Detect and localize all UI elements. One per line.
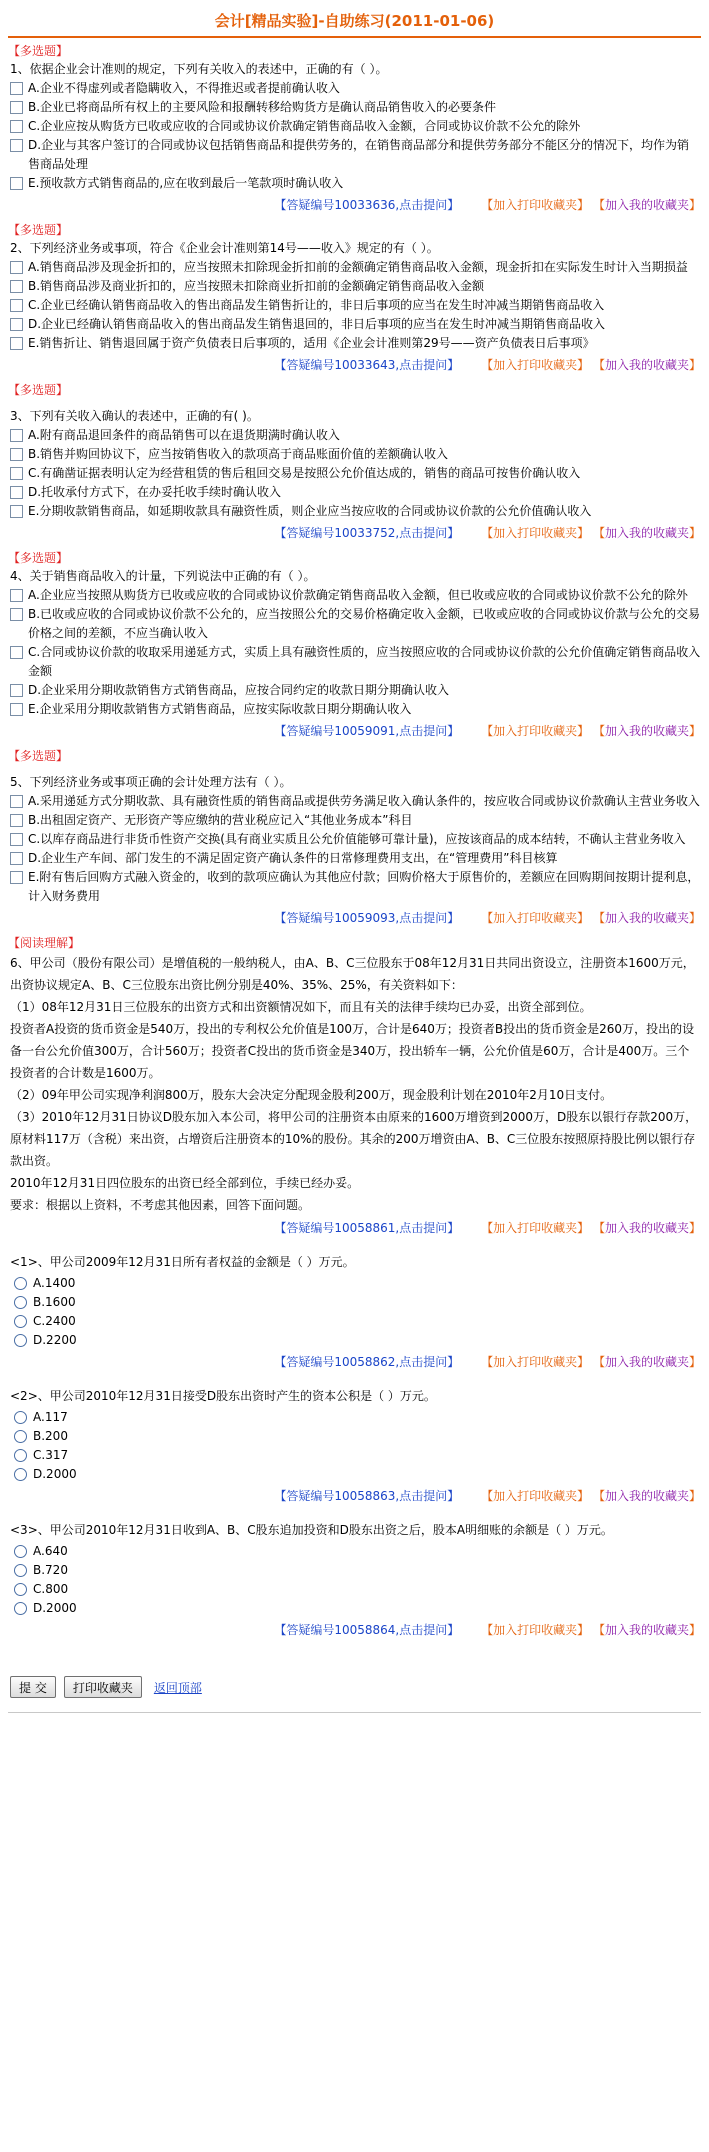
option [10,1446,701,1465]
reading-paragraph: 6、甲公司（股份有限公司）是增值税的一般纳税人，由A、B、C三位股东于08年12月31日共同出资设立，注册资本1600万元，出资协议规定A、B、C三位股东出资比例分别是40%、35%、25%，有关资料如下： [10,956,695,992]
option-checkbox[interactable] [10,871,23,884]
option [10,681,701,700]
option-label: B.销售商品涉及商业折扣的，应当按照未扣除商业折扣前的金额确定销售商品收入金额 [28,279,485,293]
add-print-favorites-link[interactable]: 加入打印收藏夹 [493,1623,578,1637]
question-text: 1、依据企业会计准则的规定，下列有关收入的表述中，正确的有（ ）。 [10,62,388,76]
sub-question-3 [8,1520,701,1640]
question-text: 5、下列经济业务或事项正确的会计处理方法有（ ）。 [10,775,292,789]
question-links: 【答疑编号10033636,点击提问】 【加入打印收藏夹】 【加入我的收藏夹】 [274,198,701,212]
sub-question-1 [8,1252,701,1372]
back-to-top-link[interactable]: 返回顶部 [153,1680,202,1695]
option [10,98,701,117]
practice-page [8,0,701,1713]
option-label: B.200 [33,1429,68,1443]
add-print-favorites-link[interactable]: 加入打印收藏夹 [493,358,578,372]
submit-button[interactable]: 提 交 [10,1676,56,1698]
option-label: B.出租固定资产、无形资产等应缴纳的营业税应记入“其他业务成本”科目 [28,813,413,827]
option-label: D.企业与其客户签订的合同或协议包括销售商品和提供劳务的，在销售商品部分和提供劳务部分不能区分的情况下，均作为销售商品处理 [28,138,690,171]
reading-paragraph: （3）2010年12月31日协议D股东加入本公司，将甲公司的注册资本由原来的1600万增资到2000万，D股东以银行存款200万，原材料117万（含税）来出资，占增资后注册资本的10%的股份。其余的200万增资由A、B、C三位股东按照原持股比例以银行存款出资。 [10,1110,698,1168]
add-my-favorites-link[interactable]: 加入我的收藏夹 [604,526,689,540]
add-print-favorites-link[interactable]: 加入打印收藏夹 [493,911,578,925]
option [10,1465,701,1484]
option-label: B.720 [33,1563,68,1577]
option-checkbox[interactable] [10,318,23,331]
option-checkbox[interactable] [10,177,23,190]
option [10,79,701,98]
option [10,258,701,277]
option-label: C.企业应按从购货方已收或应收的合同或协议价款确定销售商品收入金额，合同或协议价款不公允的除外 [28,119,581,133]
option-label: A.附有商品退回条件的商品销售可以在退货期满时确认收入 [28,428,340,442]
option-label: C.以库存商品进行非货币性资产交换(具有商业实质且公允价值能够可靠计量)，应按该商品的成本结转，不确认主营业务收入 [28,832,686,846]
ask-question-link[interactable]: 【答疑编号10058861,点击提问】 [274,1221,460,1235]
add-print-favorites-link[interactable]: 加入打印收藏夹 [493,526,578,540]
add-print-favorites-link[interactable]: 加入打印收藏夹 [493,724,578,738]
question-type: 【多选题】 [8,551,69,565]
option [10,1331,701,1350]
question-links: 【答疑编号10059091,点击提问】 【加入打印收藏夹】 【加入我的收藏夹】 [274,724,701,738]
option-radio[interactable] [14,1315,27,1328]
footer-actions [8,1676,701,1698]
option-checkbox[interactable] [10,505,23,518]
ask-question-link[interactable]: 【答疑编号10058864,点击提问】 [274,1623,460,1637]
option-label: A.117 [33,1410,68,1424]
option-radio[interactable] [14,1545,27,1558]
option [10,1293,701,1312]
option [10,1542,701,1561]
option-checkbox[interactable] [10,337,23,350]
ask-question-link[interactable]: 【答疑编号10033636,点击提问】 [274,198,460,212]
question-text: 3、下列有关收入确认的表述中，正确的有( )。 [10,409,259,423]
option [10,811,701,830]
option [10,700,701,719]
question-type: 【多选题】 [8,749,69,763]
question-text: 4、关于销售商品收入的计量，下列说法中正确的有（ ）。 [10,569,316,583]
add-my-favorites-link[interactable]: 加入我的收藏夹 [604,1623,689,1637]
option-label: C.2400 [33,1314,76,1328]
question-links: 【答疑编号10033752,点击提问】 【加入打印收藏夹】 【加入我的收藏夹】 [274,526,701,540]
add-print-favorites-link[interactable]: 加入打印收藏夹 [493,1489,578,1503]
sub-question-text: <3>、甲公司2010年12月31日收到A、B、C股东追加投资和D股东出资之后，股本A明细账的余额是（ ）万元。 [10,1523,613,1537]
option [10,334,701,353]
option-radio[interactable] [14,1296,27,1309]
reading-paragraph: 2010年12月31日四位股东的出资已经全部到位，手续已经办妥。 [10,1176,360,1190]
option [10,643,701,681]
option-radio[interactable] [14,1583,27,1596]
option [10,1274,701,1293]
question-6 [8,934,701,1640]
option-label: D.2200 [33,1333,77,1347]
add-my-favorites-link[interactable]: 加入我的收藏夹 [604,911,689,925]
option [10,277,701,296]
ask-question-link[interactable]: 【答疑编号10058862,点击提问】 [274,1355,460,1369]
add-print-favorites-link[interactable]: 加入打印收藏夹 [493,1355,578,1369]
sub-question-text: <2>、甲公司2010年12月31日接受D股东出资时产生的资本公积是（ ）万元。 [10,1389,436,1403]
add-my-favorites-link[interactable]: 加入我的收藏夹 [604,358,689,372]
option-checkbox[interactable] [10,280,23,293]
option-checkbox[interactable] [10,852,23,865]
option-label: B.1600 [33,1295,76,1309]
option-checkbox[interactable] [10,299,23,312]
option [10,483,701,502]
option-radio[interactable] [14,1468,27,1481]
option-label: E.附有售后回购方式融入资金的，收到的款项应确认为其他应付款；回购价格大于原售价的，差额应在回购期间按期计提利息，计入财务费用 [28,870,700,903]
question-3 [8,381,701,543]
option-label: E.预收款方式销售商品的,应在收到最后一笔款项时确认收入 [28,176,344,190]
option-label: B.企业已将商品所有权上的主要风险和报酬转移给购货方是确认商品销售收入的必要条件 [28,100,497,114]
option-checkbox[interactable] [10,795,23,808]
option-checkbox[interactable] [10,429,23,442]
option-label: B.销售并购回协议下，应当按销售收入的款项高于商品账面价值的差额确认收入 [28,447,449,461]
question-links: 【答疑编号10058861,点击提问】 【加入打印收藏夹】 【加入我的收藏夹】 [274,1221,701,1235]
option-radio[interactable] [14,1277,27,1290]
option [10,1312,701,1331]
option-label: A.企业应当按照从购货方已收或应收的合同或协议价款确定销售商品收入金额，但已收或应收的合同或协议价款不公允的除外 [28,588,688,602]
ask-question-link[interactable]: 【答疑编号10033752,点击提问】 [274,526,460,540]
add-print-favorites-link[interactable]: 加入打印收藏夹 [493,198,578,212]
question-4 [8,549,701,741]
option-checkbox[interactable] [10,684,23,697]
reading-paragraph: （1）08年12月31日三位股东的出资方式和出资额情况如下，而且有关的法律手续均已办妥，出资全部到位。 [10,1000,592,1014]
question-links: 【答疑编号10058862,点击提问】 【加入打印收藏夹】 【加入我的收藏夹】 [274,1355,701,1369]
option-label: A.采用递延方式分期收款、具有融资性质的销售商品或提供劳务满足收入确认条件的，按应收合同或协议价款确认主营业务收入 [28,794,700,808]
question-links: 【答疑编号10058863,点击提问】 【加入打印收藏夹】 【加入我的收藏夹】 [274,1489,701,1503]
option-label: C.企业已经确认销售商品收入的售出商品发生销售折让的，非日后事项的应当在发生时冲减当期销售商品收入 [28,298,605,312]
option-label: D.2000 [33,1467,77,1481]
option [10,1408,701,1427]
option-label: D.企业已经确认销售商品收入的售出商品发生销售退回的，非日后事项的应当在发生时冲减当期销售商品收入 [28,317,606,331]
option [10,586,701,605]
question-5 [8,747,701,928]
option [10,849,701,868]
option-checkbox[interactable] [10,646,23,659]
ask-question-link[interactable]: 【答疑编号10033643,点击提问】 [274,358,460,372]
option-radio[interactable] [14,1564,27,1577]
print-favorites-button[interactable]: 打印收藏夹 [64,1676,142,1698]
option-label: E.企业采用分期收款销售方式销售商品，应按实际收款日期分期确认收入 [28,702,412,716]
option-radio[interactable] [14,1602,27,1615]
add-my-favorites-link[interactable]: 加入我的收藏夹 [604,198,689,212]
option [10,464,701,483]
question-1 [8,42,701,215]
option [10,445,701,464]
option-checkbox[interactable] [10,608,23,621]
option [10,1427,701,1446]
option-checkbox[interactable] [10,814,23,827]
question-text: 2、下列经济业务或事项，符合《企业会计准则第14号——收入》规定的有（ ）。 [10,241,439,255]
option [10,830,701,849]
option-label: A.企业不得虚列或者隐瞒收入，不得推迟或者提前确认收入 [28,81,340,95]
question-type: 【多选题】 [8,383,69,397]
option-label: C.有确凿证据表明认定为经营租赁的售后租回交易是按照公允价值达成的，销售的商品可按售价确认收入 [28,466,581,480]
option-radio[interactable] [14,1449,27,1462]
option-checkbox[interactable] [10,139,23,152]
option [10,1599,701,1618]
option-checkbox[interactable] [10,467,23,480]
option [10,1580,701,1599]
option [10,502,701,521]
question-type: 【阅读理解】 [8,936,81,950]
option-checkbox[interactable] [10,82,23,95]
question-links: 【答疑编号10033643,点击提问】 【加入打印收藏夹】 【加入我的收藏夹】 [274,358,701,372]
add-print-favorites-link[interactable]: 加入打印收藏夹 [493,1221,578,1235]
reading-paragraph: 投资者A投资的货币资金是540万，投出的专利权公允价值是100万，合计是640万；投资者B投出的货币资金是260万，投出的设备一台公允价值300万，合计560万；投资者C投出的货币资金是340万，投出轿车一辆，公允价值是60万，合计是400万。三个投资者的合计数是1600万。 [10,1022,695,1080]
option-label: D.企业采用分期收款销售方式销售商品，应按合同约定的收款日期分期确认收入 [28,683,450,697]
option-label: C.317 [33,1448,69,1462]
option-checkbox[interactable] [10,589,23,602]
option-checkbox[interactable] [10,486,23,499]
option-radio[interactable] [14,1411,27,1424]
question-type: 【多选题】 [8,44,69,58]
add-my-favorites-link[interactable]: 加入我的收藏夹 [604,1489,689,1503]
option [10,174,701,193]
page-title: 会计[精品实验]-自助练习(2011-01-06) [214,12,495,30]
sub-question-2 [8,1386,701,1506]
option-label: A.销售商品涉及现金折扣的，应当按照未扣除现金折扣前的金额确定销售商品收入金额，现金折扣在实际发生时计入当期损益 [28,260,688,274]
option-checkbox[interactable] [10,833,23,846]
option [10,868,701,906]
question-links: 【答疑编号10059093,点击提问】 【加入打印收藏夹】 【加入我的收藏夹】 [274,911,701,925]
option-label: D.企业生产车间、部门发生的不满足固定资产确认条件的日常修理费用支出，在“管理费用”科目核算 [28,851,558,865]
option-checkbox[interactable] [10,448,23,461]
option-radio[interactable] [14,1334,27,1347]
option-checkbox[interactable] [10,703,23,716]
option-label: A.640 [33,1544,68,1558]
add-my-favorites-link[interactable]: 加入我的收藏夹 [604,1355,689,1369]
reading-paragraph: 要求：根据以上资料，不考虑其他因素，回答下面问题。 [10,1198,311,1212]
question-links: 【答疑编号10058864,点击提问】 【加入打印收藏夹】 【加入我的收藏夹】 [274,1623,701,1637]
ask-question-link[interactable]: 【答疑编号10058863,点击提问】 [274,1489,460,1503]
option-label: C.合同或协议价款的收取采用递延方式，实质上具有融资性质的，应当按照应收的合同或协议价款的公允价值确定销售商品收入金额 [28,645,701,678]
footer-divider [8,1712,701,1713]
ask-question-link[interactable]: 【答疑编号10059093,点击提问】 [274,911,460,925]
option-checkbox[interactable] [10,101,23,114]
option-label: B.已收或应收的合同或协议价款不公允的，应当按照公允的交易价格确定收入金额，已收或应收的合同或协议价款与公允的交易价格之间的差额，不应当确认收入 [28,607,701,640]
option-label: E.分期收款销售商品，如延期收款具有融资性质，则企业应当按应收的合同或协议价款的公允价值确认收入 [28,504,592,518]
option-label: D.2000 [33,1601,77,1615]
option-checkbox[interactable] [10,261,23,274]
option [10,792,701,811]
reading-paragraph: （2）09年甲公司实现净利润800万，股东大会决定分配现金股利200万，现金股利计划在2010年2月10日支付。 [10,1088,613,1102]
option [10,296,701,315]
option [10,605,701,643]
question-type: 【多选题】 [8,223,69,237]
option-label: E.销售折让、销售退回属于资产负债表日后事项的，适用《企业会计准则第29号——资产负债表日后事项》 [28,336,595,350]
add-my-favorites-link[interactable]: 加入我的收藏夹 [604,1221,689,1235]
option-radio[interactable] [14,1430,27,1443]
option [10,136,701,174]
option-label: D.托收承付方式下，在办妥托收手续时确认收入 [28,485,282,499]
option-checkbox[interactable] [10,120,23,133]
option [10,117,701,136]
ask-question-link[interactable]: 【答疑编号10059091,点击提问】 [274,724,460,738]
add-my-favorites-link[interactable]: 加入我的收藏夹 [604,724,689,738]
question-2 [8,221,701,375]
option [10,1561,701,1580]
option-label: A.1400 [33,1276,76,1290]
option [10,426,701,445]
title-divider [8,36,701,38]
option [10,315,701,334]
sub-question-text: <1>、甲公司2009年12月31日所有者权益的金额是（ ）万元。 [10,1255,355,1269]
option-label: C.800 [33,1582,69,1596]
